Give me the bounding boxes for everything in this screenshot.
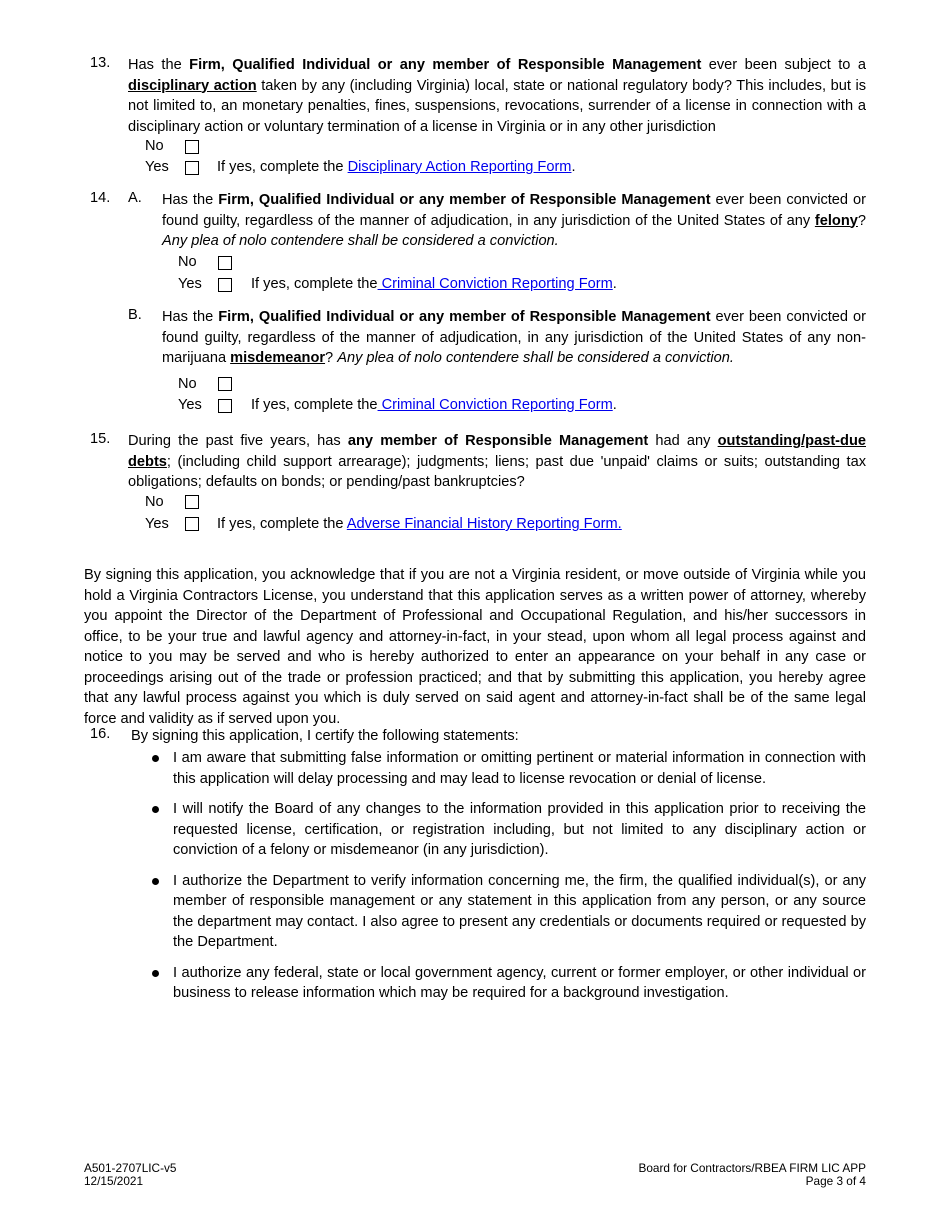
bullet-icon: [152, 806, 159, 813]
q16-statements: [173, 748, 866, 1014]
statement-item: [173, 963, 866, 1004]
statement-text: I am aware that submitting false information or omitting pertinent or material information in connection with this application will delay processing and may lead to license revocation or denial of license.: [173, 750, 866, 787]
q13-text: Has the Firm, Qualified Individual or any member of Responsible Management ever been subject to a disciplinary action taken by any (including Virginia) local, state or national regulatory body? This includes, but is not limited to, an monetary penalties, fines, suspensions, revocations, surrender of a license in connection with a disciplinary action or voluntary termination of a license in Virginia or in any other jurisdiction: [128, 57, 866, 135]
q13-yes-label: Yes: [145, 159, 169, 175]
statement-text: I will notify the Board of any changes to the information provided in this application prior to receiving the requested license, certification, or registration including, but not limited to any disciplinary action or conviction of a felony or misdemeanor (in any jurisdiction).: [173, 801, 866, 858]
q15-no-option: [145, 492, 164, 512]
bullet-icon: [152, 755, 159, 762]
q13-yes-checkbox[interactable]: [185, 161, 199, 175]
q14a-text: Has the Firm, Qualified Individual or any member of Responsible Management ever been convicted or found guilty, regardless of the manner of adjudication, in any jurisdiction of the United States of any felony? Any plea of nolo contendere shall be considered a conviction.: [162, 192, 866, 249]
q14b-yes-checkbox[interactable]: [218, 399, 232, 413]
statement-text: I authorize the Department to verify information concerning me, the firm, the qualified individual(s), or any member of responsible management or any statement in this application from any person, or any source the department may contact. I also agree to present any credentials or documents required or requested by the Department.: [173, 872, 866, 950]
criminal-conviction-form-link-b[interactable]: Criminal Conviction Reporting Form: [377, 397, 613, 413]
disciplinary-action-form-link[interactable]: Disciplinary Action Reporting Form: [347, 159, 572, 175]
q14b-no-option: [178, 374, 197, 394]
q14b-yes-label: Yes: [178, 397, 202, 413]
form-date: 12/15/2021: [84, 1174, 144, 1188]
q14a-no-option: [178, 252, 197, 272]
q13-yes-option: [145, 157, 169, 177]
q15-no-label: No: [145, 494, 164, 510]
q14a-yes-checkbox[interactable]: [218, 278, 232, 292]
adverse-financial-history-form-link[interactable]: Adverse Financial History Reporting Form.: [346, 516, 622, 532]
q14b-no-label: No: [178, 376, 197, 392]
form-id: A501-2707LIC-v5: [84, 1161, 177, 1175]
statement-item: [173, 799, 866, 861]
q14a-note: If yes, complete the Criminal Conviction Reporting Form.: [251, 276, 617, 292]
q13-no-label: No: [145, 138, 164, 154]
board-name: Board for Contractors/RBEA FIRM LIC APP: [638, 1161, 866, 1175]
q14-number: 14.: [90, 190, 111, 206]
q14b-yes-option: [178, 395, 202, 415]
q14a-no-label: No: [178, 254, 197, 270]
q16-intro: By signing this application, I certify the following statements:: [131, 728, 519, 744]
q14a-yes-label: Yes: [178, 276, 202, 292]
bullet-icon: [152, 970, 159, 977]
statement-item: [173, 748, 866, 789]
page-number: Page 3 of 4: [805, 1174, 866, 1188]
q13-no-checkbox[interactable]: [185, 140, 199, 154]
statement-text: I authorize any federal, state or local government agency, current or former employer, or other individual or business to release information which may be required for a background investigation.: [173, 964, 866, 1001]
statement-item: [173, 871, 866, 953]
criminal-conviction-form-link-a[interactable]: Criminal Conviction Reporting Form: [377, 276, 613, 292]
q15-text: During the past five years, has any member of Responsible Management had any outstanding/past-due debts; (including child support arrearage); judgments; liens; past due 'unpaid' claims or suits; outstanding tax obligations; defaults on bonds; or pending/past bankruptcies?: [128, 433, 866, 490]
q13-number: 13.: [90, 55, 111, 71]
q14a-yes-option: [178, 274, 202, 294]
q14b-text: Has the Firm, Qualified Individual or any member of Responsible Management ever been convicted or found guilty, regardless of the manner of adjudication, in any jurisdiction of the United States of any non-marijuana misdemeanor? Any plea of nolo contendere shall be considered a conviction.: [162, 309, 866, 366]
q15-number: 15.: [90, 431, 111, 447]
q14b-no-checkbox[interactable]: [218, 377, 232, 391]
q15-yes-option: [145, 514, 169, 534]
power-of-attorney-paragraph: By signing this application, you acknowledge that if you are not a Virginia resident, or move outside of Virginia while you hold a Virginia Contractors License, you understand that this application serves as a written power of attorney, whereby you appoint the Director of the Department of Professional and Occupational Regulation, and his/her successors in office, to be your true and lawful agency and attorney-in-fact, in your stead, upon whom all legal process against and notice to you may be served and who is hereby authorized to enter an appearance on your behalf in any case or proceedings arising out of the trade or profession practiced; and that by submitting this application, you hereby agree that any lawful process against you which is duly served on said agent and attorney-in-fact shall be of the same legal force and validity as if served upon you.: [84, 567, 866, 727]
q15-no-checkbox[interactable]: [185, 495, 199, 509]
q14a-letter: A.: [128, 190, 142, 206]
q14b-note: If yes, complete the Criminal Conviction Reporting Form.: [251, 397, 617, 413]
q15-note: If yes, complete the Adverse Financial History Reporting Form.: [217, 516, 622, 532]
bullet-icon: [152, 878, 159, 885]
q13-note: If yes, complete the Disciplinary Action Reporting Form.: [217, 159, 576, 175]
q14b-letter: B.: [128, 307, 142, 323]
q16-number: 16.: [90, 726, 111, 742]
q15-yes-label: Yes: [145, 516, 169, 532]
footer-left: [84, 1162, 176, 1188]
q15-yes-checkbox[interactable]: [185, 517, 199, 531]
q13-no-option: [145, 136, 164, 156]
q14a-no-checkbox[interactable]: [218, 256, 232, 270]
footer-right: [639, 1162, 867, 1188]
